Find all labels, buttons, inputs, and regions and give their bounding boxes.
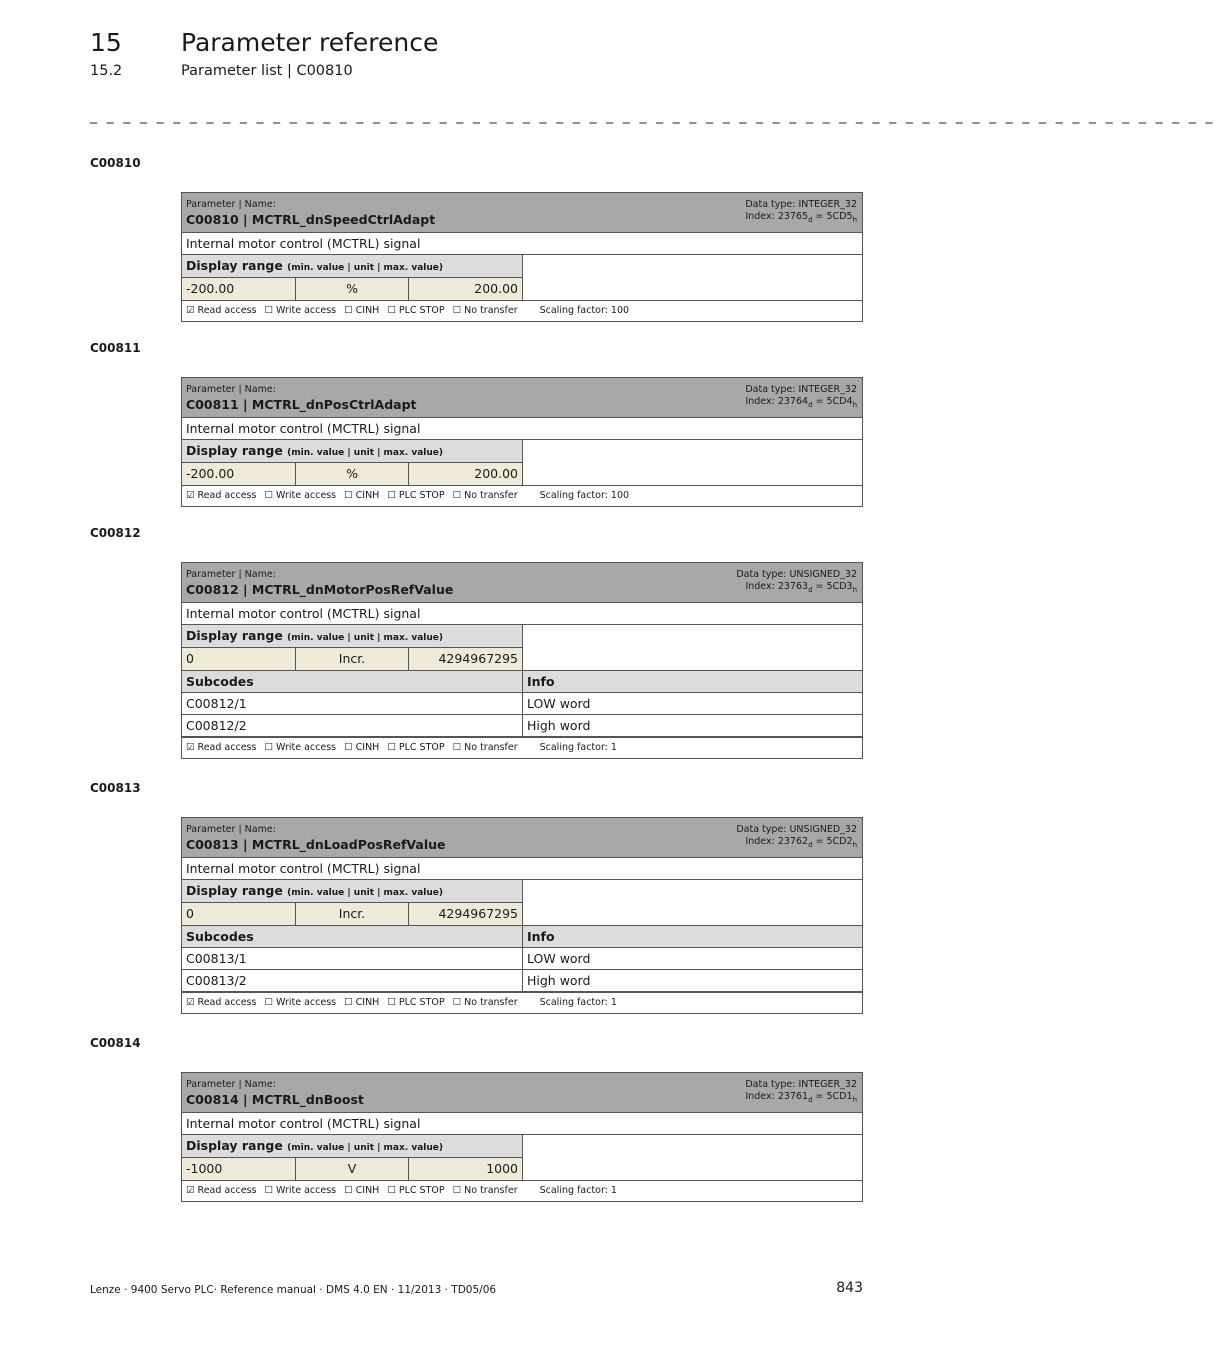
param-name: C00810 | MCTRL_dnSpeedCtrlAdapt [186, 212, 436, 227]
param-table [181, 192, 863, 322]
param-name: C00813 | MCTRL_dnLoadPosRefValue [186, 837, 446, 852]
param-label: Parameter | Name: [186, 199, 276, 210]
min-value: -200.00 [182, 463, 296, 485]
footer-text: Lenze · 9400 Servo PLC· Reference manual · DMS 4.0 EN · 11/2013 · TD05/06 [90, 1284, 497, 1296]
param-heading: C00813 [90, 781, 141, 795]
display-range-header: Display range (min. value | unit | max. value) [182, 1135, 522, 1158]
chapter-number: 15 [90, 28, 122, 57]
max-value: 200.00 [474, 281, 519, 296]
access-footer: ☑ Read access ☐ Write access ☐ CINH ☐ PLC STOP ☐ No transfer Scaling factor: 1 [182, 1181, 862, 1201]
unit-value: Incr. [296, 648, 410, 670]
min-value: -1000 [182, 1158, 296, 1180]
param-table [181, 1072, 863, 1202]
max-value: 4294967295 [438, 906, 519, 921]
separator-line: _ _ _ _ _ _ _ _ _ _ _ _ _ _ _ _ _ _ _ _ _ _ _ _ _ _ _ _ _ _ _ _ _ _ _ _ _ _ _ _ _ _ _ _ _ _ _ _ _ _ _ _ _ _ _ _ _ _ _ _ _ _ _ _ _ _ _ _ [90, 108, 1215, 124]
subcode-info: LOW word [527, 951, 591, 966]
subcode: C00812/2 [182, 715, 523, 736]
param-index: Index: $23761_d = 5CD1_h$ [745, 1091, 857, 1104]
display-range-header: Display range (min. value | unit | max. value) [182, 880, 522, 903]
param-index: Index: $23765_d = 5CD5_h$ [745, 211, 857, 224]
min-value: 0 [182, 648, 296, 670]
param-heading: C00811 [90, 341, 141, 355]
max-value: 200.00 [474, 466, 519, 481]
param-header [182, 193, 862, 233]
param-description: Internal motor control (MCTRL) signal [186, 1116, 421, 1131]
scaling-factor: Scaling factor: 1 [539, 1185, 617, 1196]
scaling-factor: Scaling factor: 1 [539, 742, 617, 753]
data-type: Data type: INTEGER_32 [745, 384, 857, 395]
page-number: 843 [836, 1280, 863, 1296]
scaling-factor: Scaling factor: 100 [539, 305, 630, 316]
data-type: Data type: UNSIGNED_32 [736, 824, 857, 835]
param-table [181, 817, 863, 1014]
subcodes-header: Subcodes Info [182, 671, 862, 693]
param-heading: C00814 [90, 1036, 141, 1050]
chapter-title: Parameter reference [181, 28, 439, 57]
subcode-info: High word [527, 718, 591, 733]
min-value: 0 [182, 903, 296, 925]
display-range-header: Display range (min. value | unit | max. value) [182, 625, 522, 648]
section-number: 15.2 [90, 63, 123, 79]
param-description: Internal motor control (MCTRL) signal [186, 236, 421, 251]
scaling-factor: Scaling factor: 1 [539, 997, 617, 1008]
max-value: 4294967295 [438, 651, 519, 666]
param-label: Parameter | Name: [186, 824, 276, 835]
param-description: Internal motor control (MCTRL) signal [186, 606, 421, 621]
data-type: Data type: UNSIGNED_32 [736, 569, 857, 580]
scaling-factor: Scaling factor: 100 [539, 490, 630, 501]
param-index: Index: $23763_d = 5CD3_h$ [745, 581, 857, 594]
access-footer: ☑ Read access ☐ Write access ☐ CINH ☐ PLC STOP ☐ No transfer Scaling factor: 100 [182, 486, 862, 506]
param-header [182, 563, 862, 603]
param-index: Index: $23762_d = 5CD2_h$ [745, 836, 857, 849]
param-name: C00814 | MCTRL_dnBoost [186, 1092, 364, 1107]
param-label: Parameter | Name: [186, 569, 276, 580]
unit-value: Incr. [296, 903, 410, 925]
unit-value: % [296, 278, 410, 300]
display-range-header: Display range (min. value | unit | max. value) [182, 440, 522, 463]
table-row [182, 693, 862, 715]
param-table [181, 562, 863, 759]
table-row [182, 970, 862, 992]
param-name: C00811 | MCTRL_dnPosCtrlAdapt [186, 397, 417, 412]
min-value: -200.00 [182, 278, 296, 300]
subcodes-header: Subcodes Info [182, 926, 862, 948]
access-footer: ☑ Read access ☐ Write access ☐ CINH ☐ PLC STOP ☐ No transfer Scaling factor: 1 [182, 737, 862, 758]
unit-value: V [296, 1158, 410, 1180]
param-description: Internal motor control (MCTRL) signal [186, 421, 421, 436]
access-footer: ☑ Read access ☐ Write access ☐ CINH ☐ PLC STOP ☐ No transfer Scaling factor: 100 [182, 301, 862, 321]
data-type: Data type: INTEGER_32 [745, 1079, 857, 1090]
param-index: Index: $23764_d = 5CD4_h$ [745, 396, 857, 409]
param-header [182, 1073, 862, 1113]
subcode: C00812/1 [182, 693, 523, 714]
param-table [181, 377, 863, 507]
param-heading: C00810 [90, 156, 141, 170]
param-label: Parameter | Name: [186, 1079, 276, 1090]
param-header [182, 818, 862, 858]
table-row [182, 715, 862, 737]
param-description: Internal motor control (MCTRL) signal [186, 861, 421, 876]
param-label: Parameter | Name: [186, 384, 276, 395]
subcode-info: High word [527, 973, 591, 988]
display-range-header: Display range (min. value | unit | max. value) [182, 255, 522, 278]
subcode: C00813/1 [182, 948, 523, 969]
subcode-info: LOW word [527, 696, 591, 711]
table-row [182, 948, 862, 970]
subcode: C00813/2 [182, 970, 523, 991]
access-footer: ☑ Read access ☐ Write access ☐ CINH ☐ PLC STOP ☐ No transfer Scaling factor: 1 [182, 992, 862, 1013]
param-heading: C00812 [90, 526, 141, 540]
section-title: Parameter list | C00810 [181, 63, 353, 79]
param-name: C00812 | MCTRL_dnMotorPosRefValue [186, 582, 454, 597]
max-value: 1000 [486, 1161, 519, 1176]
unit-value: % [296, 463, 410, 485]
data-type: Data type: INTEGER_32 [745, 199, 857, 210]
param-header [182, 378, 862, 418]
